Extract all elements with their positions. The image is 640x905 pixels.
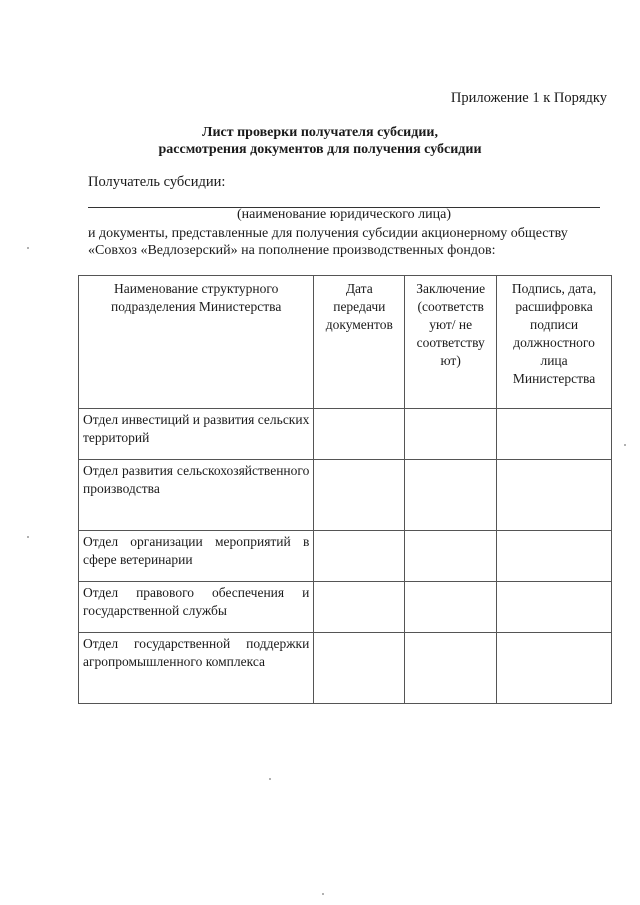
table-row bbox=[79, 409, 612, 460]
table-row bbox=[79, 460, 612, 531]
header-department: Наименование структурного подразделения Министерства bbox=[79, 276, 314, 409]
scan-speck bbox=[322, 893, 324, 895]
title-line-2: рассмотрения документов для получения субсидии bbox=[158, 142, 482, 157]
table-row bbox=[79, 582, 612, 633]
scan-speck bbox=[269, 778, 271, 780]
row-signature-cell bbox=[497, 633, 612, 704]
row-conclusion-cell bbox=[405, 409, 497, 460]
row-date-cell bbox=[314, 531, 405, 582]
header-transfer-date: Дата передачи документов bbox=[314, 276, 405, 409]
header-conclusion: Заключение (соответств уют/ не соответству ют) bbox=[405, 276, 497, 409]
row-conclusion-cell bbox=[405, 582, 497, 633]
table-row bbox=[79, 633, 612, 704]
document-title bbox=[0, 124, 640, 158]
row-conclusion-cell bbox=[405, 531, 497, 582]
row-date-cell bbox=[314, 409, 405, 460]
row-department: Отдел инвестиций и развития сельских территорий bbox=[79, 409, 314, 460]
row-date-cell bbox=[314, 633, 405, 704]
intro-line-1: и документы, представленные для получения субсидии акционерному обществу bbox=[88, 226, 568, 241]
scan-speck bbox=[624, 444, 626, 446]
row-date-cell bbox=[314, 582, 405, 633]
table-row bbox=[79, 531, 612, 582]
intro-text bbox=[88, 225, 613, 259]
table-header-row bbox=[79, 276, 612, 409]
recipient-label: Получатель субсидии: bbox=[88, 174, 226, 190]
check-table bbox=[78, 275, 612, 704]
row-department: Отдел государственной поддержки агропромышленного комплекса bbox=[79, 633, 314, 704]
scan-speck bbox=[27, 536, 29, 538]
appendix-label: Приложение 1 к Порядку bbox=[450, 90, 607, 106]
intro-line-2: «Совхоз «Ведлозерский» на пополнение производственных фондов: bbox=[88, 243, 496, 258]
row-signature-cell bbox=[497, 409, 612, 460]
title-line-1: Лист проверки получателя субсидии, bbox=[202, 125, 438, 140]
row-conclusion-cell bbox=[405, 460, 497, 531]
header-signature: Подпись, дата, расшифровка подписи должностного лица Министерства bbox=[497, 276, 612, 409]
row-date-cell bbox=[314, 460, 405, 531]
row-department: Отдел развития сельскохозяйственного производства bbox=[79, 460, 314, 531]
recipient-caption: (наименование юридического лица) bbox=[237, 207, 451, 222]
row-signature-cell bbox=[497, 582, 612, 633]
row-department: Отдел организации мероприятий в сфере ветеринарии bbox=[79, 531, 314, 582]
scan-speck bbox=[27, 247, 29, 249]
row-department: Отдел правового обеспечения и государственной службы bbox=[79, 582, 314, 633]
row-signature-cell bbox=[497, 460, 612, 531]
row-conclusion-cell bbox=[405, 633, 497, 704]
row-signature-cell bbox=[497, 531, 612, 582]
